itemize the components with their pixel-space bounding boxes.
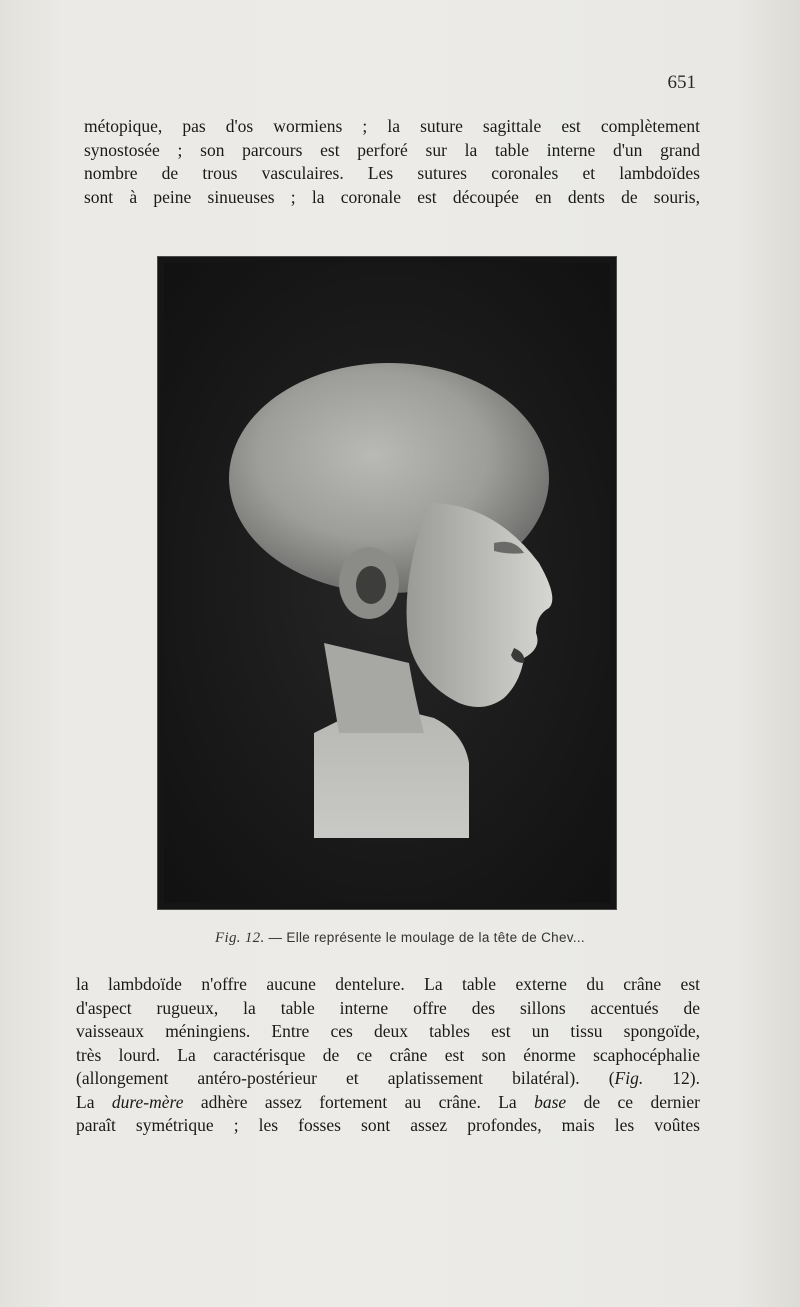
text-line: très lourd. La caractérisque de ce crâne est son énorme scaphocéphalie <box>76 1044 700 1065</box>
figure-caption <box>0 930 800 947</box>
text-fragment: La <box>76 1091 112 1112</box>
text-fragment: de ce dernier <box>566 1091 701 1112</box>
figure-caption-label: Fig. 12. <box>215 930 265 946</box>
page-number: 651 <box>667 72 696 93</box>
text-line <box>76 1067 700 1091</box>
text-fragment: (allongement antéro-postérieur et aplatissement bilatéral). ( <box>76 1068 615 1088</box>
text-line: vaisseaux méningiens. Entre ces deux tables est un tissu spongoïde, <box>76 1021 700 1041</box>
paragraph-bottom <box>76 973 700 1138</box>
head-cast-illustration <box>164 263 610 903</box>
figure-reference: Fig. <box>614 1068 644 1088</box>
emphasis-term: base <box>534 1091 567 1112</box>
text-fragment: adhère assez fortement au crâne. La <box>183 1091 535 1112</box>
text-line: nombre de trous vasculaires. Les sutures coronales et lambdoïdes <box>84 163 700 183</box>
text-line: métopique, pas d'os wormiens ; la suture sagittale est complètement <box>84 116 700 136</box>
text-fragment: 12). <box>643 1068 701 1088</box>
paragraph-top <box>84 115 700 209</box>
emphasis-term: dure-mère <box>111 1091 184 1112</box>
text-line: d'aspect rugueux, la table interne offre des sillons accentués de <box>76 997 700 1018</box>
text-line: sont à peine sinueuses ; la coronale est découpée en dents de souris, <box>84 186 700 207</box>
text-line <box>76 1091 700 1115</box>
text-line: paraît symétrique ; les fosses sont assez profondes, mais les voûtes <box>76 1115 700 1135</box>
head-cast-photo <box>164 263 610 903</box>
figure-photo-frame <box>157 256 617 910</box>
figure-caption-text: — Elle représente le moulage de la tête de Chev... <box>264 930 585 945</box>
text-line: synostosée ; son parcours est perforé sur la table interne d'un grand <box>84 139 700 160</box>
text-line: la lambdoïde n'offre aucune dentelure. La table externe du crâne est <box>76 974 700 994</box>
